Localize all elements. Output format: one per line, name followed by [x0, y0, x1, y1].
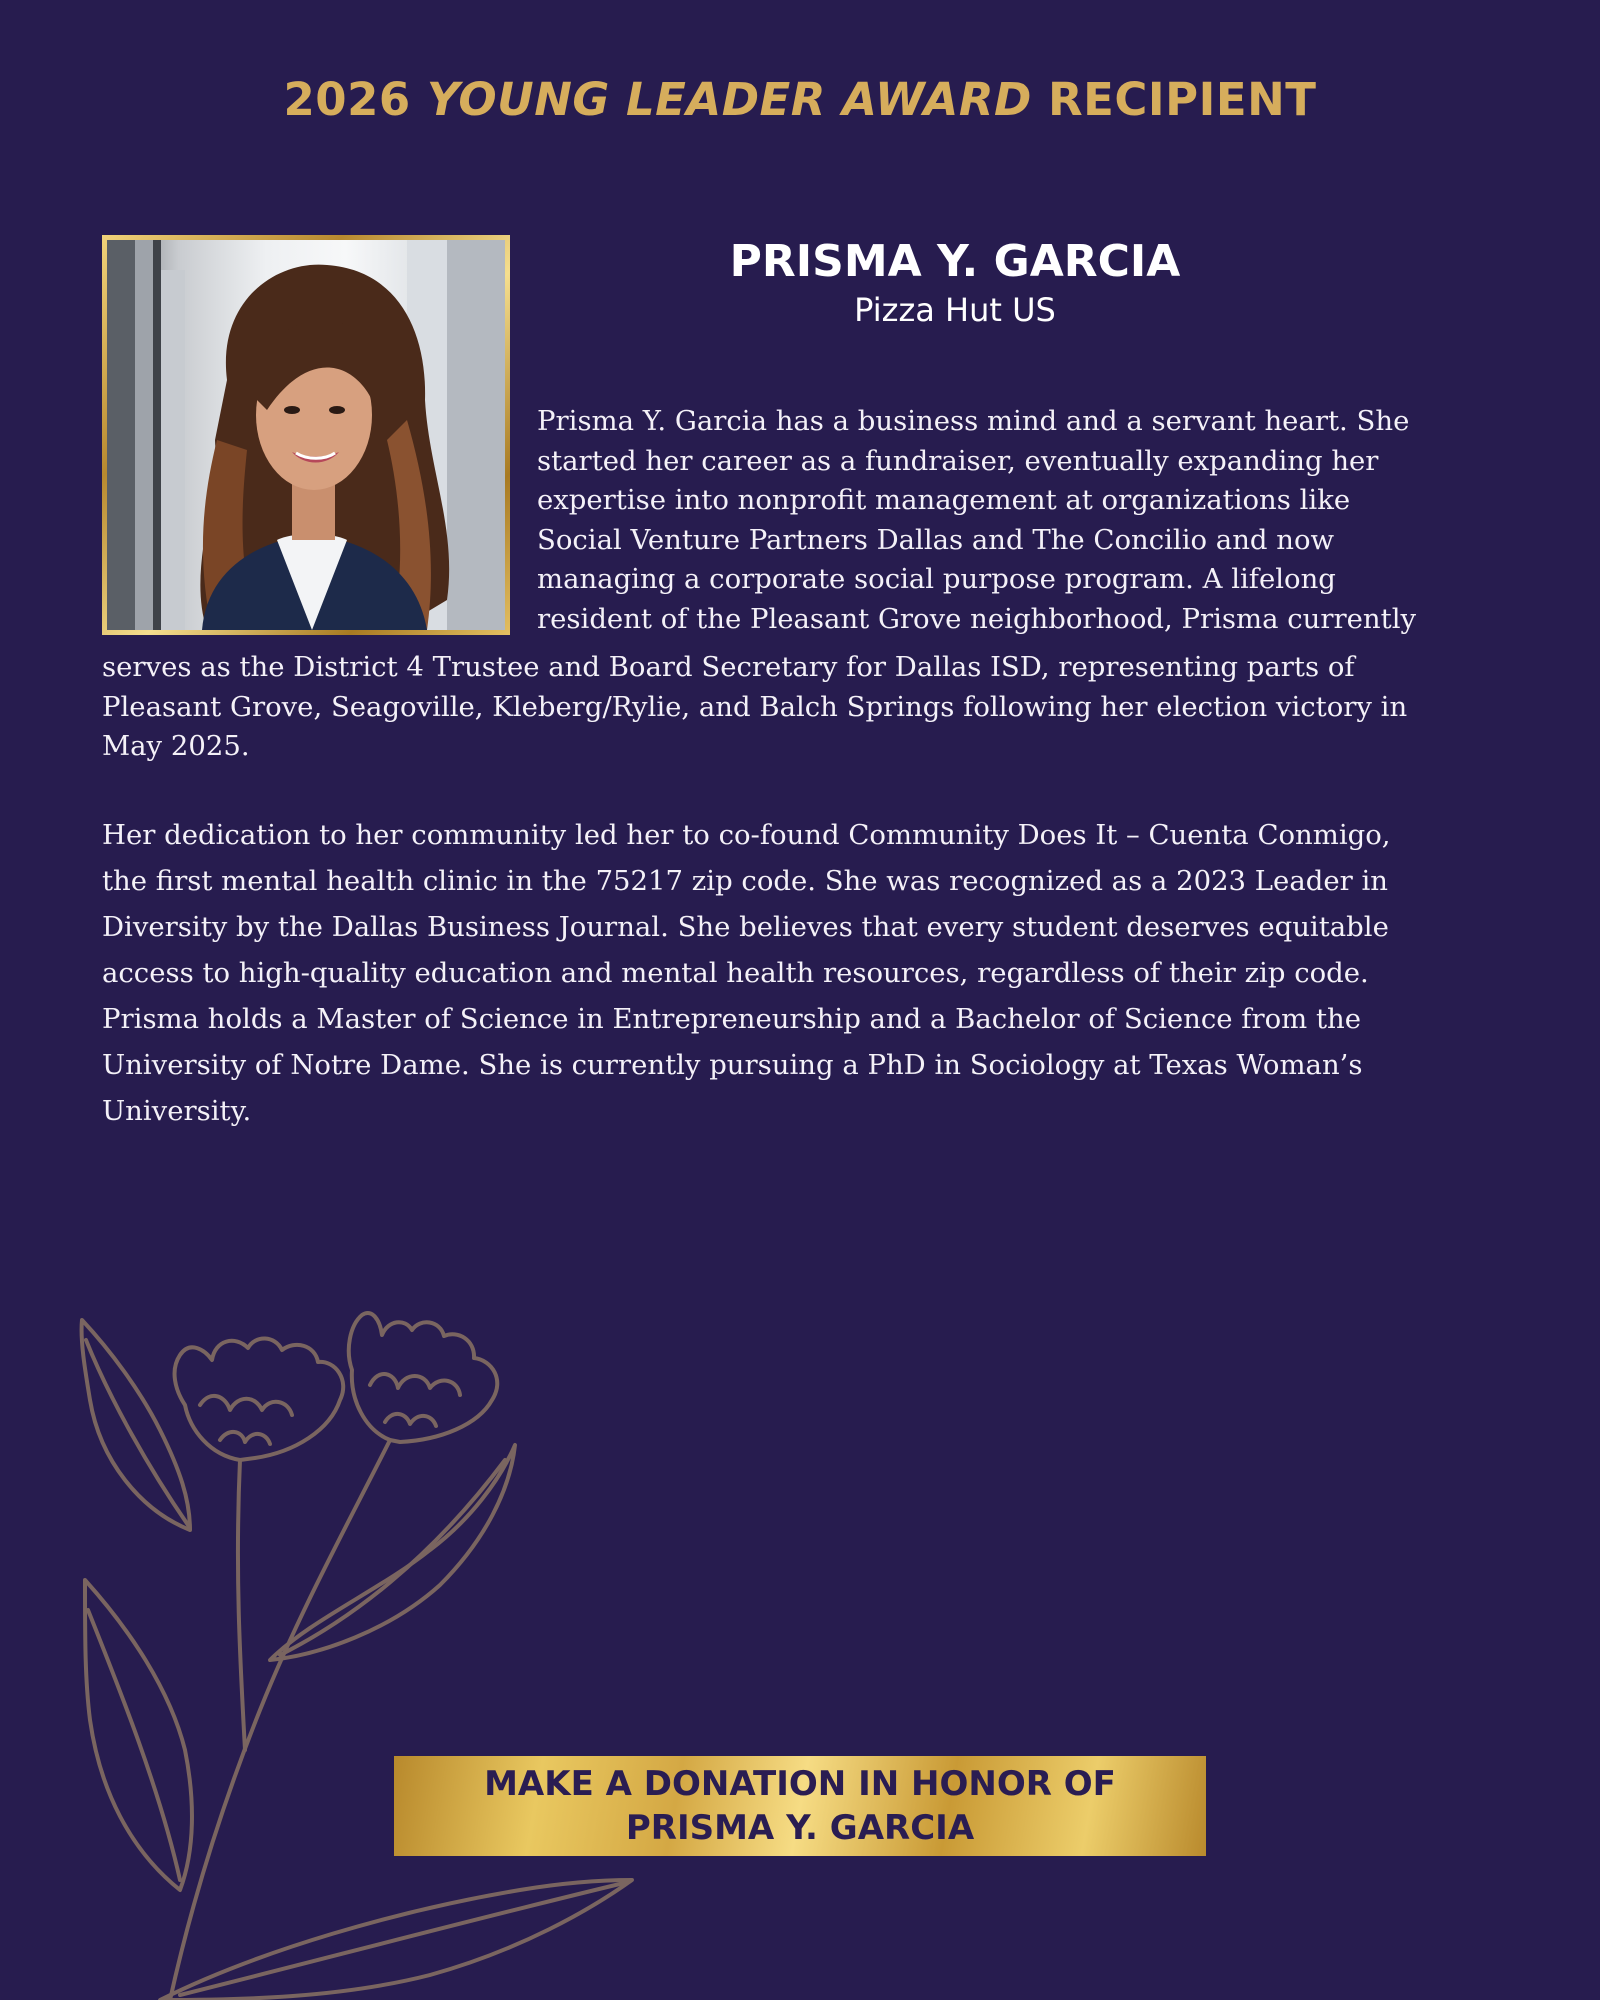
bio-line: University of Notre Dame. She is currently pursuing a PhD in Sociology at Texas Woman’s: [102, 1049, 1363, 1081]
bio-paragraph-1-full: [102, 648, 1522, 767]
award-title: [0, 70, 1600, 130]
recipient-name: PRISMA Y. GARCIA: [729, 236, 1181, 287]
bio-paragraph-2: [102, 812, 1522, 1134]
floral-decoration: [0, 1190, 660, 2000]
award-year: 2026: [283, 73, 411, 126]
flower-left: [175, 1338, 344, 1460]
flower-left-detail: [200, 1396, 292, 1415]
flower-left-detail: [220, 1432, 270, 1444]
branch-stem: [238, 1460, 245, 1750]
bio-line: serves as the District 4 Trustee and Board Secretary for Dallas ISD, representing parts of: [102, 651, 1355, 683]
bio-line: resident of the Pleasant Grove neighborhood, Prisma currently: [537, 602, 1417, 635]
bio-line: Pleasant Grove, Seagoville, Kleberg/Rylie, and Balch Springs following her election victory in: [102, 690, 1408, 723]
right-eye: [329, 406, 345, 414]
left-eye: [284, 406, 300, 414]
leaf-lower-left: [85, 1580, 192, 1890]
recipient-photo-frame: [102, 235, 510, 635]
award-suffix: RECIPIENT: [1048, 73, 1317, 126]
recipient-name-block: [560, 234, 1350, 330]
award-name: YOUNG LEADER AWARD: [426, 73, 1032, 126]
donate-button[interactable]: [394, 1756, 1206, 1856]
bio-line: managing a corporate social purpose program. A lifelong: [537, 563, 1336, 596]
bio-line: University.: [102, 1095, 252, 1127]
main-stem: [170, 1440, 390, 2000]
bio-line: access to high-quality education and mental health resources, regardless of their zip code.: [102, 957, 1369, 989]
bio-line: Social Venture Partners Dallas and The Concilio and now: [537, 523, 1335, 556]
bio-line: Prisma holds a Master of Science in Entrepreneurship and a Bachelor of Science from the: [102, 1003, 1362, 1035]
hallway-column: [107, 240, 135, 630]
hallway-wall: [447, 240, 505, 630]
recipient-photo: [107, 240, 505, 630]
hallway-column: [161, 270, 185, 630]
leaf-upper-left: [82, 1320, 190, 1530]
portrait-illustration: [107, 240, 505, 630]
bio-line: Prisma Y. Garcia has a business mind and a servant heart. She: [537, 405, 1410, 437]
bio-line: Her dedication to her community led her to co-found Community Does It – Cuenta Conmigo,: [102, 819, 1391, 851]
leaf-right: [270, 1445, 515, 1660]
donate-button-line-1: MAKE A DONATION IN HONOR OF: [484, 1764, 1116, 1804]
bio-line: the first mental health clinic in the 75217 zip code. She was recognized as a 2023 Leader in: [102, 865, 1389, 897]
leaf-vein: [86, 1340, 188, 1525]
donate-button-line-2: PRISMA Y. GARCIA: [625, 1808, 975, 1848]
flower-right-detail: [370, 1374, 460, 1395]
flower-right-detail: [385, 1414, 436, 1426]
leaf-vein: [180, 1882, 628, 1995]
bio-paragraph-1-wrapped: [537, 402, 1537, 640]
bio-line: started her career as a fundraiser, eventually expanding her: [537, 444, 1379, 477]
bio-line: expertise into nonprofit management at organizations like: [537, 484, 1351, 517]
recipient-company: Pizza Hut US: [854, 291, 1056, 329]
bio-line: Diversity by the Dallas Business Journal. She believes that every student deserves equitable: [102, 911, 1389, 943]
hallway-column: [135, 240, 153, 630]
hallway-column: [153, 240, 161, 630]
bio-line: May 2025.: [102, 730, 250, 763]
